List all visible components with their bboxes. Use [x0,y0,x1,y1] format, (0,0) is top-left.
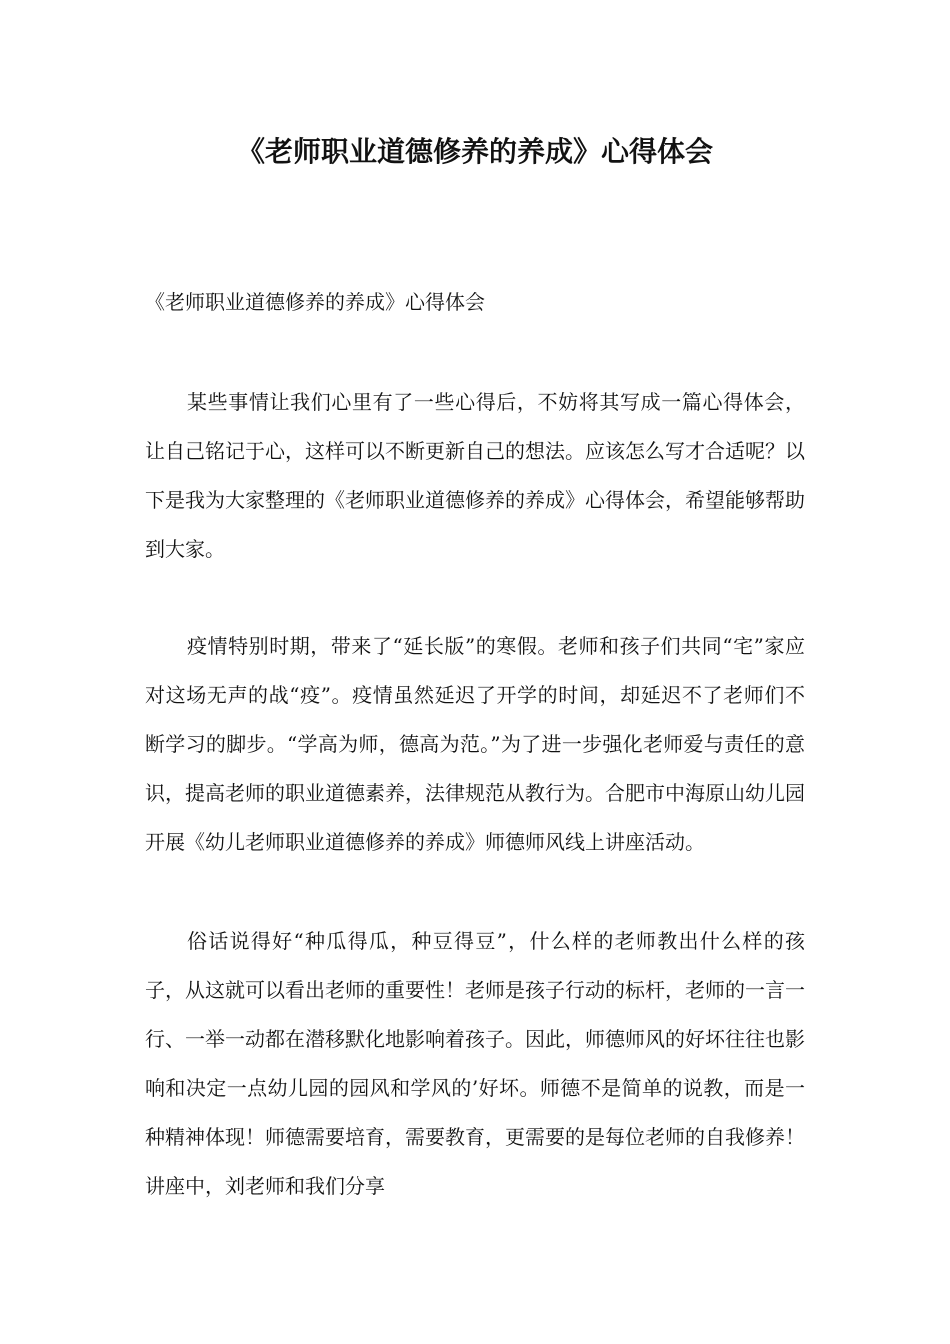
body-paragraph-proverb: 俗话说得好“种瓜得瓜，种豆得豆”，什么样的老师教出什么样的孩子，从这就可以看出老师的重要性！老师是孩子行动的标杆，老师的一言一行、一举一动都在潜移默化地影响着孩子。因此，师德师风的好坏往往也影响和决定一点幼儿园的园风和学风的’好坏。师德不是简单的说教，而是一种精神体现！师德需要培育，需要教育，更需要的是每位老师的自我修养！讲座中，刘老师和我们分享 [145,929,805,1198]
body-paragraph-intro: 某些事情让我们心里有了一些心得后，不妨将其写成一篇心得体会，让自己铭记于心，这样可以不断更新自己的想法。应该怎么写才合适呢？以下是我为大家整理的《老师职业道德修养的养成》心得体会，希望能够帮助到大家。 [145,390,805,561]
document-subtitle: 《老师职业道德修养的养成》心得体会 [145,290,485,314]
document-title: 《老师职业道德修养的养成》心得体会 [236,135,713,168]
body-paragraph-epidemic: 疫情特别时期，带来了“延长版”的寒假。老师和孩子们共同“宅”家应对这场无声的战“疫”。疫情虽然延迟了开学的时间，却延迟不了老师们不断学习的脚步。“学高为师，德高为范。”为了进一步强化老师爱与责任的意识，提高老师的职业道德素养，法律规范从教行为。合肥市中海原山幼儿园开展《幼儿老师职业道德修养的养成》师德师风线上讲座活动。 [145,634,805,854]
